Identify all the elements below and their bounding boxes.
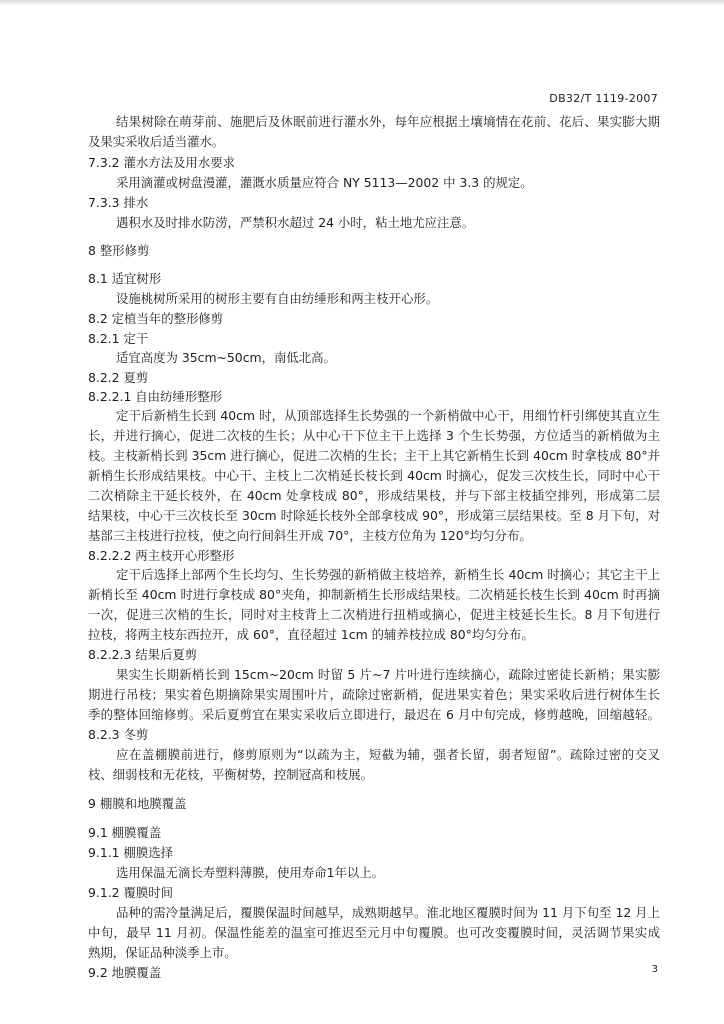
section-heading: 8.2.1 定干 <box>88 331 149 346</box>
paragraph-line: 二次梢除主干延长枝外，在 40cm 处拿枝成 80°，形成结果枝，并与下部主枝插空排列，形成第二层 <box>88 488 660 503</box>
paragraph-line: 适宜高度为 35cm~50cm，南低北高。 <box>116 350 336 365</box>
paragraph-line: 遇积水及时排水防涝，严禁积水超过 24 小时，粘土地尤应注意。 <box>116 215 475 230</box>
section-heading: 8.2.2.3 结果后夏剪 <box>88 647 198 662</box>
section-heading: 7.3.2 灌水方法及用水要求 <box>88 155 235 170</box>
paragraph-line: 定干后选择上部两个生长均匀、生长势强的新梢做主枝培养，新梢生长 40cm 时摘心；其它主干上 <box>116 567 660 582</box>
paragraph-line: 果实生长期新梢长到 15cm~20cm 时留 5 片~7 片叶进行连续摘心，疏除过密徒长新梢；果实膨 <box>116 667 660 682</box>
section-heading: 8.2.2.2 两主枝开心形整形 <box>88 548 235 563</box>
paragraph-line: 新梢生长形成结果枝。中心干、主枝上二次梢延长枝长到 40cm 时摘心，促发三次枝生长，同时中心干 <box>88 468 660 483</box>
paragraph-line: 季的整体回缩修剪。采后夏剪宜在果实采收后立即进行，最迟在 6 月中旬完成，修剪越晚，回缩越轻。 <box>88 707 660 722</box>
section-heading: 8.2.2.1 自由纺缍形整形 <box>88 389 223 404</box>
chapter-heading: 8 整形修剪 <box>88 243 150 258</box>
paragraph-line: 定干后新梢生长到 40cm 时，从顶部选择生长势强的一个新梢做中心干，用细竹杆引绑使其直立生 <box>116 408 660 423</box>
section-heading: 8.2.2 夏剪 <box>88 370 149 385</box>
paragraph-line: 一次，促进三次梢的生长，同时对主枝背上二次梢进行扭梢或摘心，促进主枝延长生长。8 月下旬进行 <box>88 607 660 622</box>
paragraph-line: 枝。主枝新梢长到 35cm 进行摘心，促进二次梢的生长；主干上其它新梢生长到 40cm 时拿枝成 80°并 <box>88 448 660 463</box>
section-heading: 8.1 适宜树形 <box>88 271 162 286</box>
paragraph-line: 枝、细弱枝和无花枝，平衡树势，控制冠高和枝展。 <box>88 767 373 782</box>
paragraph-line: 设施桃树所采用的树形主要有自由纺缍形和两主枝开心形。 <box>116 291 439 306</box>
paragraph-line: 长，并进行摘心，促进二次枝的生长；从中心干下位主干上选择 3 个生长势强，方位适当的新梢做为主 <box>88 428 660 443</box>
paragraph-line: 中旬，最早 11 月初。保温性能差的温室可推迟至元月中旬覆膜。也可改变覆膜时间，灵活调节果实成 <box>88 925 660 940</box>
section-heading: 9.1.1 棚膜选择 <box>88 845 174 860</box>
paragraph-line: 熟期，保证品种淡季上市。 <box>88 945 237 960</box>
paragraph-line: 基部三主枝进行拉枝，使之向行间斜生开成 70°，主枝方位角为 120°均匀分布。 <box>88 528 532 543</box>
section-heading: 9.1 棚膜覆盖 <box>88 825 162 840</box>
standard-code: DB32/T 1119-2007 <box>549 92 658 105</box>
paragraph-line: 结果枝，中心干三次枝长至 30cm 时除延长枝外全部拿枝成 90°，形成第三层结果枝。至 8 月下旬，对 <box>88 508 660 523</box>
section-heading: 8.2 定植当年的整形修剪 <box>88 311 224 326</box>
paragraph-line: 选用保温无滴长寿塑料薄膜，使用寿命1年以上。 <box>116 865 385 880</box>
paragraph-line: 期进行吊枝；果实着色期摘除果实周围叶片，疏除过密新梢，促进果实着色；果实采收后进行树体生长 <box>88 687 660 702</box>
paragraph-line: 品种的需冷量满足后，覆膜保温时间越早，成熟期越早。淮北地区覆膜时间为 11 月下旬至 12 月上 <box>116 905 660 920</box>
scan-edge-shadow <box>0 0 724 6</box>
paragraph-line: 采用滴灌或树盘漫灌，灌溉水质量应符合 NY 5113—2002 中 3.3 的规定。 <box>116 175 533 190</box>
paragraph-line: 及果实采收后适当灌水。 <box>88 134 225 149</box>
paragraph-line: 拉枝，将两主枝东西拉开，成 60°，直径超过 1cm 的辅养枝拉成 80°均匀分布。 <box>88 627 534 642</box>
section-heading: 8.2.3 冬剪 <box>88 727 149 742</box>
section-heading: 9.1.2 覆膜时间 <box>88 885 174 900</box>
chapter-heading: 9 棚膜和地膜覆盖 <box>88 796 187 811</box>
paragraph-line: 结果树除在萌芽前、施肥后及休眠前进行灌水外，每年应根据土壤墒情在花前、花后、果实膨大期 <box>116 114 660 129</box>
paragraph-line: 应在盖棚膜前进行，修剪原则为“以疏为主，短截为辅，强者长留，弱者短留”。疏除过密的交叉 <box>116 747 660 762</box>
paragraph-line: 新梢长至 40cm 时进行拿枝成 80°夹角，抑制新梢生长形成结果枝。二次梢延长枝生长到 40cm 时再摘 <box>88 587 660 602</box>
page-number: 3 <box>651 964 658 975</box>
section-heading: 7.3.3 排水 <box>88 195 149 210</box>
section-heading: 9.2 地膜覆盖 <box>88 965 162 980</box>
